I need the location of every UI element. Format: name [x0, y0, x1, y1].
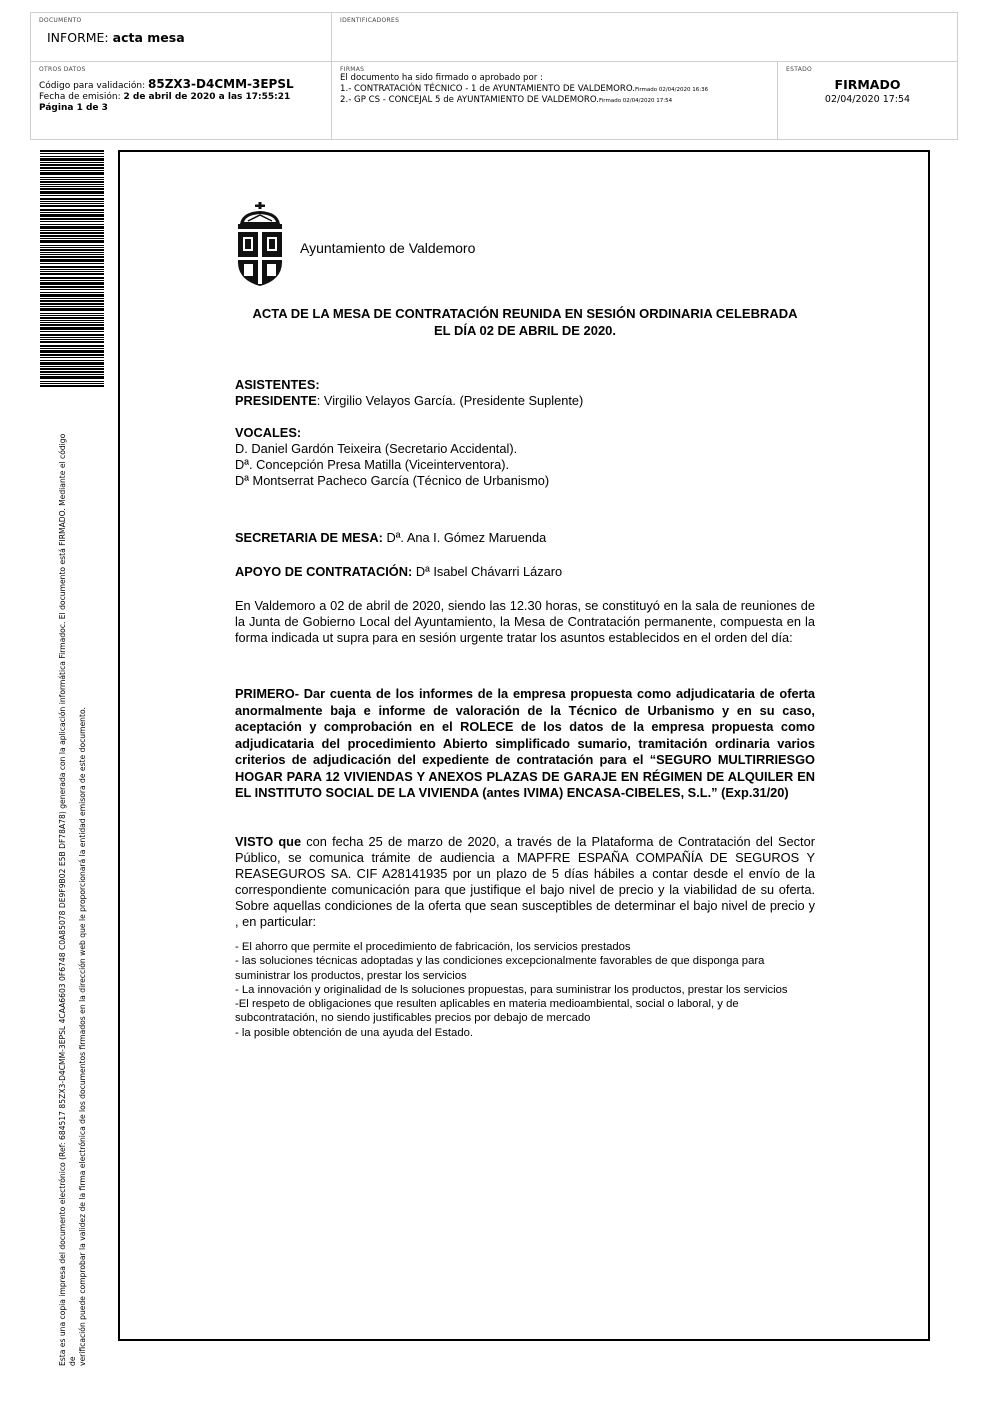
- estado-cell: [777, 62, 957, 139]
- barcode-bar: [40, 167, 104, 169]
- attendees-heading: ASISTENTES:: [235, 377, 320, 392]
- attendees-block: [235, 377, 815, 409]
- barcode-bar: [40, 232, 104, 234]
- secretaria-line: [235, 530, 815, 546]
- side-legend: [58, 426, 88, 1366]
- barcode-bar: [40, 331, 104, 332]
- barcode-bar: [40, 313, 104, 314]
- barcode-bar: [40, 259, 104, 262]
- firma-2-text: 2.- GP CS - CONCEJAL 5 de AYUNTAMIENTO DE VALDEMORO.: [340, 95, 600, 105]
- barcode-bar: [40, 209, 104, 211]
- secretaria-value: Dª. Ana I. Gómez Maruenda: [382, 530, 547, 545]
- emission-date: 2 de abril de 2020 a las 17:55:21: [123, 92, 291, 102]
- estado-date: 02/04/2020 17:54: [824, 94, 911, 105]
- barcode-bar: [40, 354, 104, 356]
- barcode-bar: [40, 350, 104, 353]
- title-line-1: ACTA DE LA MESA DE CONTRATACIÓN REUNIDA EN SESIÓN ORDINARIA CELEBRADA: [252, 306, 798, 321]
- document-type: [47, 30, 323, 45]
- document-name: acta mesa: [112, 30, 185, 45]
- attendees-section: [235, 377, 815, 489]
- emission-date-line: [39, 92, 323, 103]
- otros-datos-cell: [31, 62, 331, 139]
- barcode-bar: [40, 381, 104, 382]
- otros-datos-label: OTROS DATOS: [39, 66, 86, 73]
- barcode-bar: [40, 300, 104, 302]
- barcode-bar: [40, 226, 104, 229]
- barcode-bar: [40, 360, 104, 361]
- title-line-2: EL DÍA 02 DE ABRIL DE 2020.: [433, 323, 617, 338]
- secretaria-label: SECRETARIA DE MESA:: [235, 530, 383, 545]
- barcode-bar: [40, 240, 104, 243]
- barcode-bar: [40, 266, 104, 268]
- barcode-bar: [40, 256, 104, 258]
- firmas-intro: El documento ha sido firmado o aprobado por :: [340, 73, 543, 83]
- list-item: - las soluciones técnicas adoptadas y las condiciones excepcionalmente favorables de que disponga para suministrar los productos, prestar los servicios: [235, 955, 765, 982]
- barcode-bar: [40, 221, 104, 222]
- side-legend-line-1: Esta es una copia impresa del documento electrónico (Ref: 684517 85ZX3-D4CMM-3EPSL 4CAA6603 0F6748 C0A85078 DE9F9B02 E5B DF78A78) generada con la aplicación informática Firmadoc. El documento está FIRMADO. Mediante el código de: [58, 433, 77, 1366]
- barcode-bar: [40, 195, 104, 196]
- barcode-bar: [40, 263, 104, 264]
- firma-1: [340, 84, 769, 96]
- visto-text: con fecha 25 de marzo de 2020, a través de la Plataforma de Contratación del Sector Público, se comunica trámite de audiencia a MAPFRE ESPAÑA COMPAÑÍA DE SEGUROS Y REASEGUROS SA. CIF A28141935 por un plazo de 5 días hábiles a contar desde el envío de la correspondiente comunicación para que justifique el bajo nivel de precio y la viabilidad de su oferta. Sobre aquellas condiciones de la oferta que sean susceptibles de determinar el bajo nivel de precio y , en particular:: [235, 834, 815, 929]
- barcode-bar: [40, 306, 104, 307]
- barcode-bar: [40, 247, 104, 248]
- barcode: [40, 150, 104, 390]
- barcode-bar: [40, 320, 104, 321]
- firma-1-stamp: Firmado 02/04/2020 16:36: [635, 86, 709, 93]
- barcode-bar: [40, 212, 104, 213]
- barcode-bar: [40, 315, 104, 316]
- barcode-bar: [40, 188, 104, 190]
- barcode-bar: [40, 366, 104, 367]
- list-item: - la posible obtención de una ayuda del Estado.: [235, 1026, 474, 1039]
- barcode-bar: [40, 238, 104, 239]
- barcode-bar: [40, 271, 104, 272]
- barcode-bar: [40, 334, 104, 336]
- president-line: [235, 393, 815, 409]
- identificadores-cell: [331, 13, 957, 61]
- barcode-bar: [40, 177, 104, 178]
- barcode-bar: [40, 150, 104, 152]
- intro-paragraph: En Valdemoro a 02 de abril de 2020, siendo las 12.30 horas, se constituyó en la sala de reuniones de la Junta de Gobierno Local del Ayuntamiento, la Mesa de Contratación permanente, compuesta en la forma indicada ut supra para en sesión urgente tratar los asuntos establecidos en el orden del día:: [235, 598, 815, 645]
- header-row-bottom: [30, 62, 958, 140]
- vocal-item: Dª Montserrat Pacheco García (Técnico de Urbanismo): [235, 473, 550, 488]
- documento-label: DOCUMENTO: [39, 17, 82, 24]
- barcode-bar: [40, 376, 104, 379]
- criteria-list: [235, 940, 815, 1040]
- validation-code-line: [39, 79, 323, 92]
- barcode-bar: [40, 341, 104, 343]
- document-type-prefix: INFORME:: [47, 30, 109, 45]
- barcode-bar: [40, 205, 104, 207]
- visto-paragraph: [235, 834, 815, 930]
- barcode-bar: [40, 203, 104, 204]
- barcode-bar: [40, 164, 104, 166]
- barcode-bar: [40, 286, 104, 288]
- barcode-bar: [40, 324, 104, 326]
- barcode-bar: [40, 179, 104, 180]
- barcode-bar: [40, 337, 104, 338]
- barcode-bar: [40, 282, 104, 285]
- barcode-bar: [40, 292, 104, 293]
- barcode-bar: [40, 230, 104, 231]
- president-value: : Virgilio Velayos García. (Presidente Suplente): [316, 393, 584, 408]
- barcode-bar: [40, 172, 104, 175]
- barcode-bar: [40, 348, 104, 349]
- barcode-bar: [40, 303, 104, 305]
- firma-2: [340, 95, 769, 107]
- vocal-item: Dª. Concepción Presa Matilla (Viceinterventora).: [235, 457, 510, 472]
- emission-date-label: Fecha de emisión:: [39, 92, 121, 102]
- barcode-bar: [40, 153, 104, 154]
- barcode-bar: [40, 158, 104, 161]
- barcode-bar: [40, 362, 104, 365]
- barcode-bar: [40, 214, 104, 217]
- barcode-bar: [40, 317, 104, 319]
- firmas-label: FIRMAS: [340, 66, 365, 73]
- estado-label: ESTADO: [786, 66, 813, 73]
- list-item: - La innovación y originalidad de ls soluciones propuestas, para suministrar los productos, prestar los servicios: [235, 983, 788, 996]
- barcode-bar: [40, 156, 104, 157]
- barcode-bar: [40, 374, 104, 375]
- header-row-top: [30, 12, 958, 62]
- apoyo-label: APOYO DE CONTRATACIÓN:: [235, 564, 413, 579]
- documento-cell: [31, 13, 331, 61]
- validation-code: 85ZX3-D4CMM-3EPSL: [148, 77, 294, 91]
- barcode-bar: [40, 181, 104, 183]
- barcode-bar: [40, 294, 104, 297]
- barcode-bar: [40, 277, 104, 279]
- barcode-bar: [40, 327, 104, 330]
- barcode-bar: [40, 339, 104, 340]
- document-title: [230, 305, 820, 339]
- barcode-bar: [40, 201, 104, 202]
- barcode-bar: [40, 254, 104, 255]
- barcode-bar: [40, 371, 104, 373]
- barcode-bar: [40, 280, 104, 281]
- vocales-heading: VOCALES:: [235, 425, 302, 440]
- vocales-block: [235, 425, 815, 489]
- barcode-bar: [40, 385, 104, 387]
- barcode-bar: [40, 191, 104, 194]
- primero-paragraph: PRIMERO- Dar cuenta de los informes de la empresa propuesta como adjudicataria de oferta anormalmente baja e informe de valoración de la Técnico de Urbanismo y en su caso, aceptación y comprobación en el ROLECE de los datos de la empresa propuesta como adjudicataria del procedimiento Abierto simplificado sumario, tramitación ordinaria varios criterios de adjudicación del expediente de contratación para el “SEGURO MULTIRRIESGO HOGAR PARA 12 VIVIENDAS Y ANEXOS PLAZAS DE GARAJE EN RÉGIMEN DE ALQUILER EN EL INSTITUTO SOCIAL DE LA VIVIENDA (antes IVIMA) ENCASA-CIBELES, S.L.” (Exp.31/20): [235, 686, 815, 800]
- barcode-bar: [40, 345, 104, 347]
- barcode-bar: [40, 357, 104, 358]
- side-legend-line-2: verificación puede comprobar la validez de la firma electrónica de los documentos firmados en la dirección web que le proporcionará la entidad emisora de este documento.: [78, 707, 87, 1366]
- president-label: PRESIDENTE: [235, 393, 317, 408]
- barcode-bar: [40, 298, 104, 299]
- barcode-bar: [40, 245, 104, 246]
- barcode-bar: [40, 170, 104, 171]
- firma-2-stamp: Firmado 02/04/2020 17:54: [599, 98, 673, 104]
- barcode-bar: [40, 184, 104, 185]
- barcode-bar: [40, 249, 104, 251]
- barcode-bar: [40, 273, 104, 275]
- barcode-bar: [40, 252, 104, 253]
- barcode-bar: [40, 224, 104, 225]
- coat-of-arms-logo: [234, 202, 286, 286]
- apoyo-line: [235, 564, 815, 580]
- barcode-bar: [40, 269, 104, 270]
- barcode-bar: [40, 289, 104, 290]
- scanned-page: [118, 150, 930, 1341]
- firma-1-text: 1.- CONTRATACIÓN TÉCNICO - 1 de AYUNTAMIENTO DE VALDEMORO.: [340, 83, 636, 94]
- list-item: - El ahorro que permite el procedimiento de fabricación, los servicios prestados: [235, 941, 631, 953]
- validation-code-label: Código para validación:: [39, 81, 146, 91]
- barcode-bar: [40, 235, 104, 237]
- barcode-bar: [40, 383, 104, 384]
- barcode-bar: [40, 368, 104, 370]
- vocal-item: D. Daniel Gardón Teixeira (Secretario Accidental).: [235, 441, 518, 456]
- barcode-bar: [40, 322, 104, 323]
- identificadores-label: IDENTIFICADORES: [340, 17, 400, 24]
- organization-name: Ayuntamiento de Valdemoro: [300, 240, 476, 256]
- estado-value: FIRMADO: [834, 77, 901, 92]
- list-item: -El respeto de obligaciones que resulten aplicables en materia medioambiental, social o laboral, y de subcontratación, no siendo justificables precios por debajo de mercado: [235, 998, 739, 1025]
- barcode-bar: [40, 186, 104, 187]
- apoyo-value: Dª Isabel Chávarri Lázaro: [412, 564, 563, 579]
- barcode-bar: [40, 198, 104, 200]
- barcode-bar: [40, 308, 104, 311]
- page-number: Página 1 de 3: [39, 103, 108, 113]
- visto-label: VISTO que: [235, 834, 302, 849]
- firmas-cell: [331, 62, 777, 139]
- barcode-bar: [40, 162, 104, 163]
- barcode-bar: [40, 218, 104, 220]
